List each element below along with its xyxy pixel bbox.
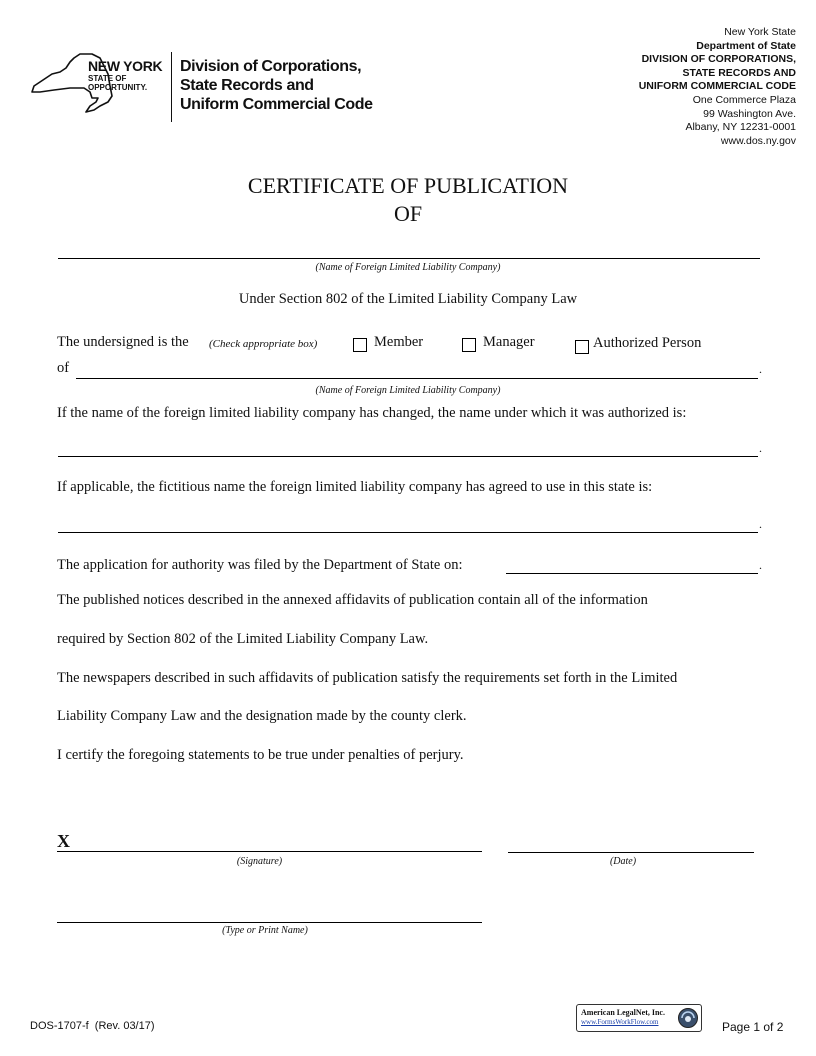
signature-mark: X <box>57 831 70 851</box>
paragraph-1-line-1: The published notices described in the annexed affidavits of publication contain all of the information <box>57 592 648 608</box>
legalnet-badge[interactable] <box>576 1004 702 1032</box>
date-caption: (Date) <box>609 856 637 867</box>
member-label: Member <box>374 334 424 350</box>
signature-field[interactable] <box>57 851 482 852</box>
period: . <box>759 441 762 455</box>
address-line: STATE RECORDS AND <box>682 66 796 79</box>
logo-division-line-2: State Records and <box>180 77 314 94</box>
manager-checkbox[interactable] <box>462 338 476 352</box>
paragraph-3: I certify the foregoing statements to be true under penalties of perjury. <box>57 747 464 763</box>
logo-divider <box>171 52 172 122</box>
document-title <box>0 172 816 228</box>
badge-title: American LegalNet, Inc. <box>581 1008 665 1017</box>
print-name-field[interactable] <box>57 922 482 923</box>
period: . <box>759 362 762 376</box>
address-line: DIVISION OF CORPORATIONS, <box>641 53 796 66</box>
authorized-person-checkbox[interactable] <box>575 340 589 354</box>
paragraph-2-line-2: Liability Company Law and the designation made by the county clerk. <box>57 708 467 724</box>
logo-division-line-3: Uniform Commercial Code <box>180 96 373 113</box>
logo-tagline-2: OPPORTUNITY. <box>88 83 148 92</box>
of-company-name-field[interactable] <box>76 378 758 379</box>
logo-division-line-1: Division of Corporations, <box>180 58 362 75</box>
header-address <box>536 26 796 148</box>
period: . <box>759 558 762 572</box>
company-name-field[interactable] <box>58 258 760 259</box>
manager-label: Manager <box>483 334 535 350</box>
address-line: UNIFORM COMMERCIAL CODE <box>638 80 796 93</box>
address-line: Department of State <box>696 39 796 52</box>
fictitious-name-statement: If applicable, the fictitious name the foreign limited liability company has agreed to use in this state is: <box>57 479 653 495</box>
logo-tagline-1: STATE OF <box>88 74 127 83</box>
badge-url[interactable]: www.FormsWorkFlow.com <box>581 1018 659 1026</box>
filing-date-field[interactable] <box>506 573 758 574</box>
paragraph-2-line-1: The newspapers described in such affidavits of publication satisfy the requirements set forth in the Limited <box>57 670 678 686</box>
fictitious-name-field[interactable] <box>58 532 758 533</box>
authorized-person-label: Authorized Person <box>593 335 702 351</box>
address-line: www.dos.ny.gov <box>720 134 796 147</box>
globe-icon <box>677 1007 699 1029</box>
form-id: DOS-1707-f (Rev. 03/17) <box>30 1020 155 1032</box>
of-label: of <box>57 360 70 376</box>
filed-on-statement: The application for authority was filed by the Department of State on: <box>57 557 463 573</box>
address-line: New York State <box>724 26 796 38</box>
statute-line: Under Section 802 of the Limited Liability Company Law <box>238 291 578 307</box>
page-number: Page 1 of 2 <box>722 1020 784 1034</box>
title-line-2: OF <box>393 201 423 226</box>
undersigned-prefix: The undersigned is the <box>57 334 189 350</box>
print-name-caption: (Type or Print Name) <box>222 925 308 936</box>
signature-caption: (Signature) <box>236 856 283 867</box>
check-instruction: (Check appropriate box) <box>209 338 318 350</box>
period: . <box>759 517 762 531</box>
logo-state-name: NEW YORK <box>88 58 163 74</box>
address-line: Albany, NY 12231-0001 <box>685 121 796 134</box>
title-line-1: CERTIFICATE OF PUBLICATION <box>247 173 569 198</box>
member-checkbox[interactable] <box>353 338 367 352</box>
address-line: One Commerce Plaza <box>692 93 796 106</box>
company-name-caption: (Name of Foreign Limited Liability Company) <box>315 262 501 273</box>
authorized-name-field[interactable] <box>58 456 758 457</box>
of-company-name-caption: (Name of Foreign Limited Liability Company) <box>315 385 501 396</box>
address-line: 99 Washington Ave. <box>703 107 796 120</box>
changed-name-statement: If the name of the foreign limited liability company has changed, the name under which it was authorized is: <box>57 405 687 421</box>
date-field[interactable] <box>508 852 754 853</box>
paragraph-1-line-2: required by Section 802 of the Limited Liability Company Law. <box>57 631 429 647</box>
